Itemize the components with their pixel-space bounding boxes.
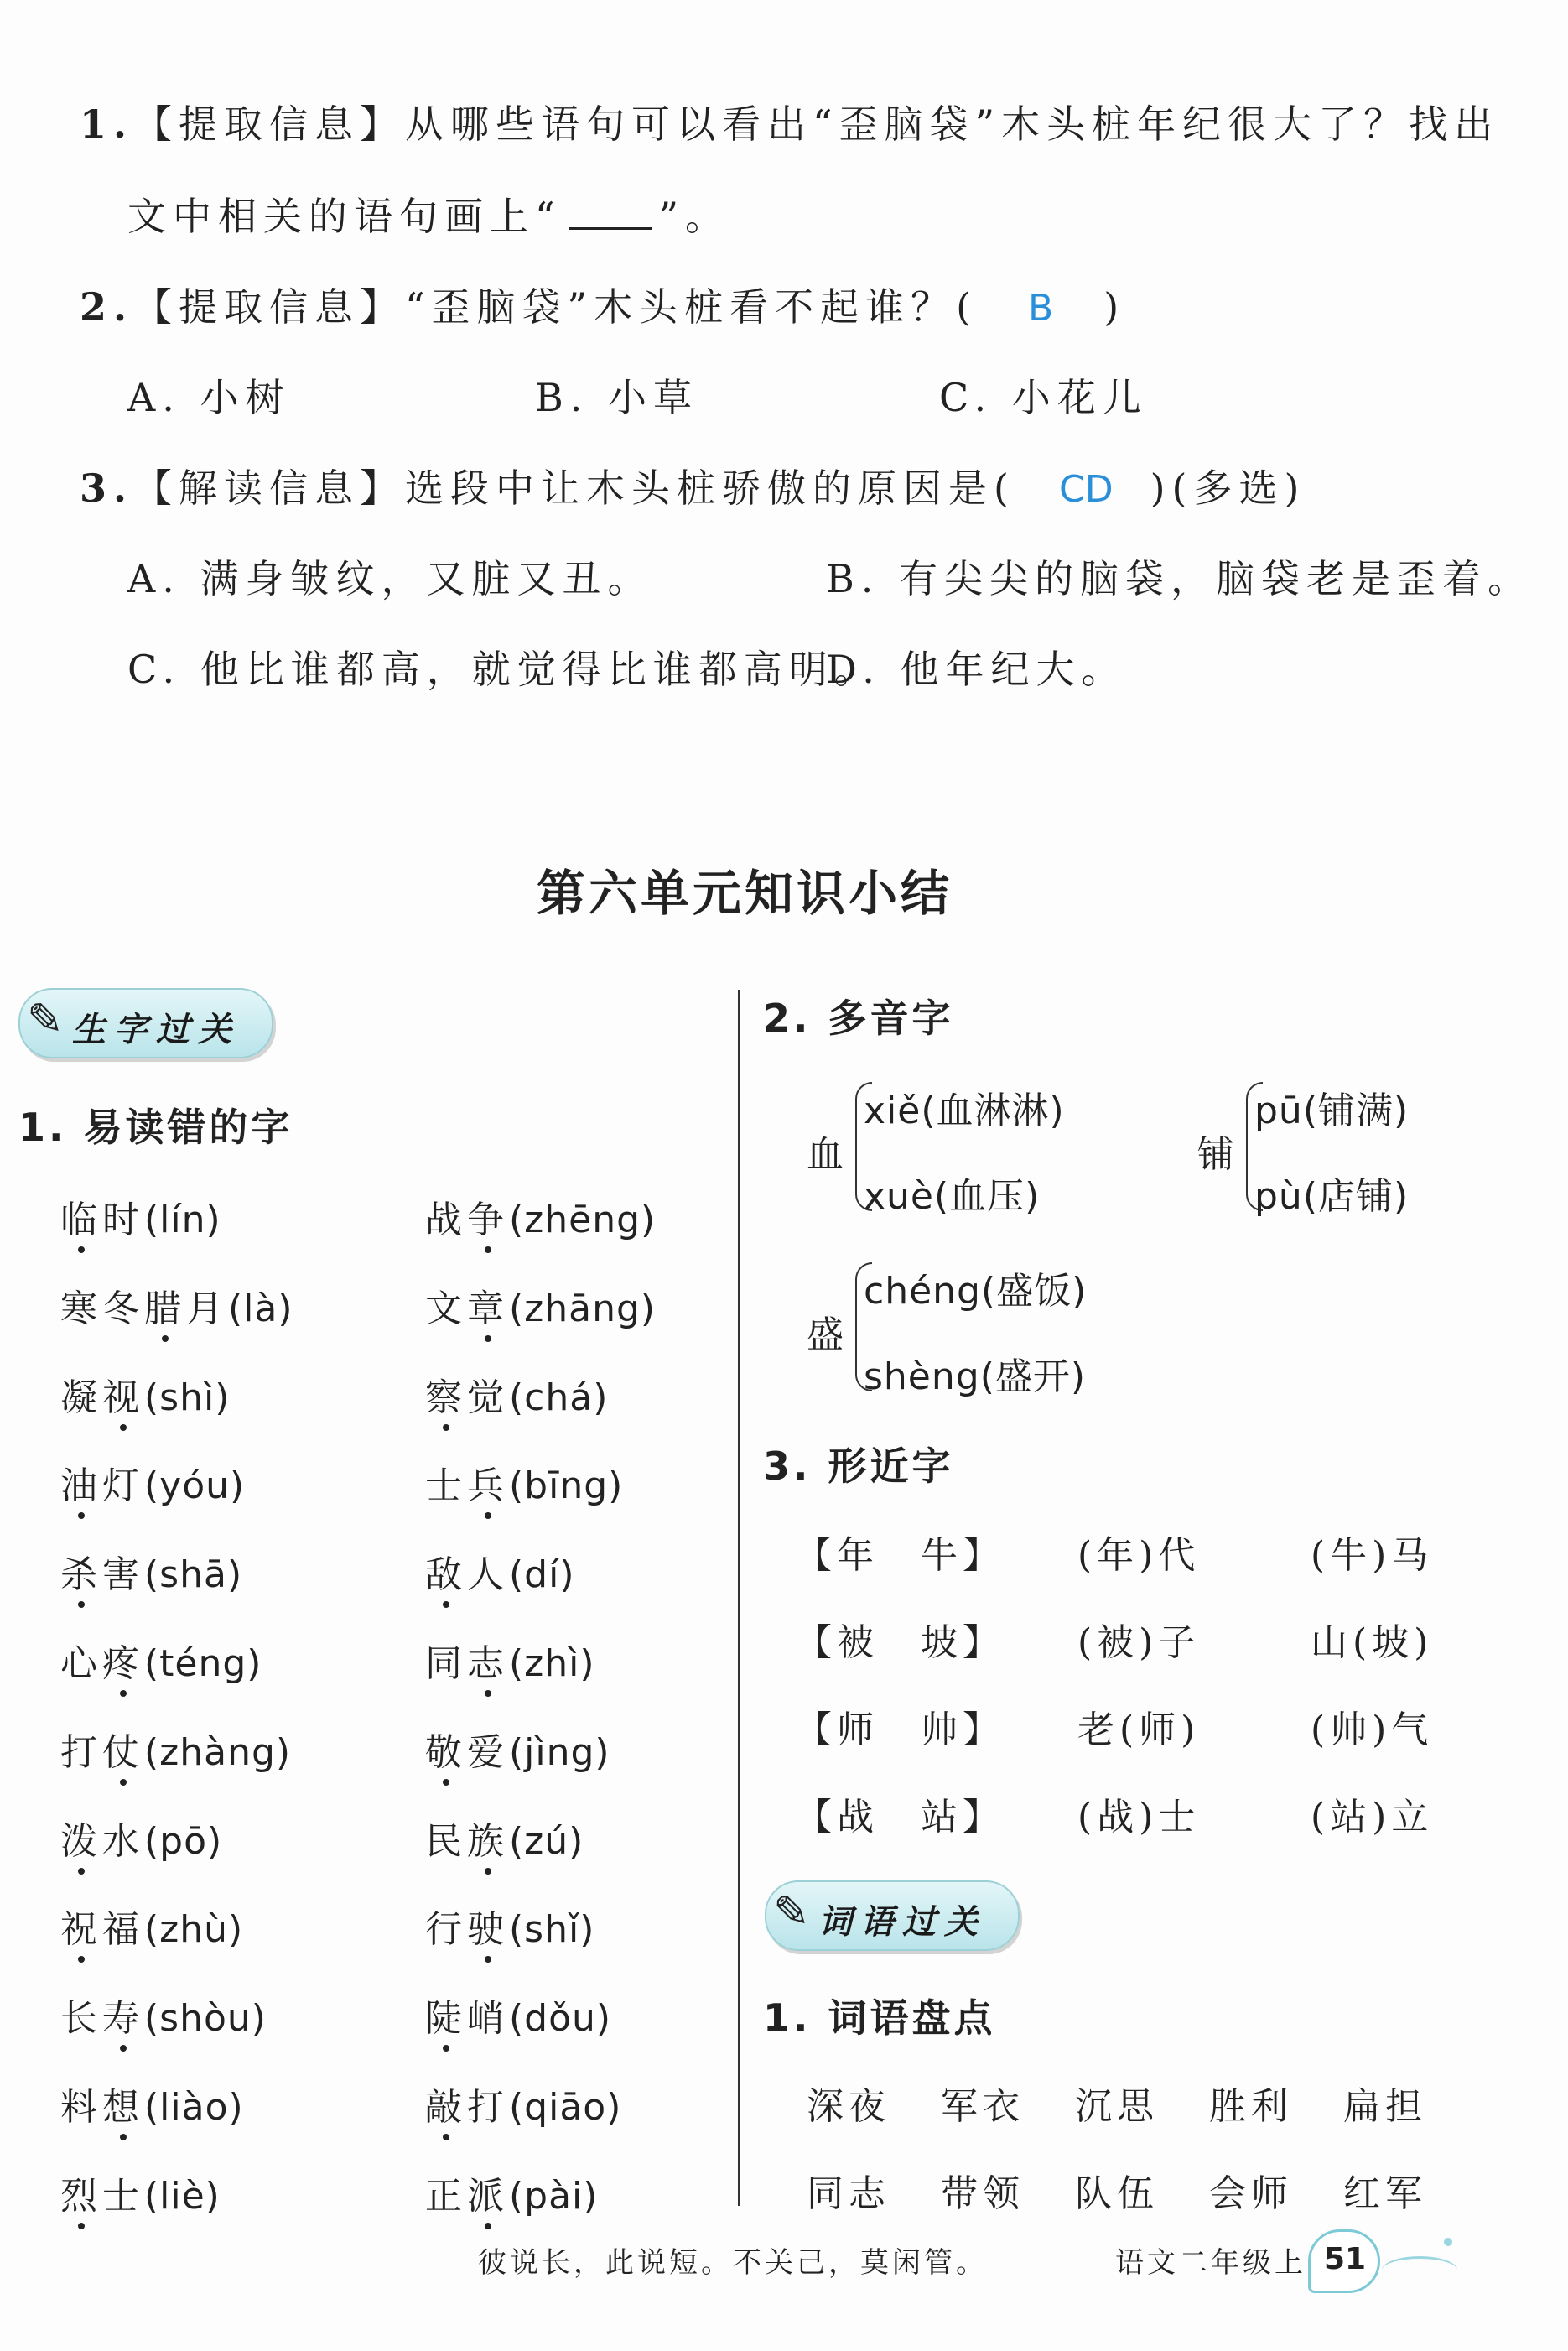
word-char: 杀 — [60, 1544, 102, 1598]
question-text: 文中相关的语句画上“ — [127, 194, 562, 239]
word-char: 视 — [102, 1367, 144, 1421]
word-entry — [60, 1722, 291, 1776]
word-char: 心 — [60, 1642, 102, 1685]
word-char: 水 — [102, 1819, 144, 1863]
answer-blank-line[interactable] — [569, 221, 652, 230]
poly-reading — [864, 1080, 1065, 1134]
word-char: 族 — [467, 1811, 509, 1865]
similar-example: 山(坡) — [1311, 1621, 1434, 1664]
word-entry — [60, 1988, 267, 2042]
question-1 — [80, 94, 1499, 149]
word-char: 凝 — [60, 1376, 102, 1419]
option-3b: B. 有尖尖的脑袋，脑袋老是歪着。 — [826, 556, 1534, 601]
question-2 — [80, 277, 1125, 332]
word-entry — [60, 1455, 245, 1509]
word-entry — [425, 1811, 584, 1865]
page-number-badge — [1308, 2229, 1380, 2293]
badge-ciyu — [765, 1880, 1020, 1951]
word-entry — [60, 2077, 244, 2130]
pinyin: (pō) — [144, 1819, 223, 1863]
vocab-heading: 1. 词语盘点 — [763, 1995, 996, 2041]
word-entry — [425, 1278, 656, 1332]
similar-pair: 【师 帅】 — [795, 1709, 1005, 1751]
subsection-heading: 1. 易读错的字 — [18, 1105, 293, 1150]
word-char: 文 — [425, 1287, 467, 1330]
word-char: 泼 — [60, 1811, 102, 1865]
word-char: 陡 — [425, 1988, 467, 2042]
similar-example: (战)士 — [1077, 1796, 1201, 1839]
word-char: 驶 — [467, 1899, 509, 1953]
similar-pair: 【战 站】 — [795, 1796, 1005, 1839]
word-char: 志 — [467, 1633, 509, 1687]
poly-reading-text: xuè(血压) — [864, 1175, 1041, 1218]
vocab-word: 深夜 — [807, 2085, 890, 2128]
word-char: 章 — [467, 1278, 509, 1332]
word-char: 派 — [467, 2166, 509, 2219]
word-char: 灯 — [102, 1464, 144, 1508]
word-entry — [60, 1278, 293, 1332]
word-char: 祝 — [60, 1899, 102, 1953]
section-title: 第六单元知识小结 — [537, 865, 953, 922]
word-char: 敬 — [425, 1722, 467, 1776]
answer-text[interactable]: CD — [1058, 468, 1114, 511]
option-2b: B. 小草 — [535, 375, 699, 420]
similar-example: (牛)马 — [1311, 1534, 1434, 1577]
similar-pair: 【年 牛】 — [795, 1534, 1005, 1577]
word-char: 士 — [102, 2174, 144, 2218]
poly-char: 铺 — [1197, 1133, 1239, 1176]
question-text: ) — [1103, 284, 1126, 330]
word-entry — [425, 1633, 595, 1687]
similar-example: (年)代 — [1077, 1534, 1201, 1577]
word-char: 觉 — [467, 1376, 509, 1419]
footer-book-title: 语文二年级上 — [1115, 2246, 1306, 2280]
word-char: 仗 — [102, 1722, 144, 1776]
similar-chars-heading: 3. 形近字 — [763, 1443, 954, 1489]
pinyin: (shì) — [144, 1376, 231, 1419]
word-entry — [425, 2077, 621, 2130]
word-entry — [425, 2166, 598, 2219]
option-3d: D. 他年纪大。 — [826, 647, 1127, 692]
poly-reading-text: pù(店铺) — [1254, 1175, 1410, 1218]
pinyin: (zhù) — [144, 1908, 244, 1952]
poly-reading — [1254, 1166, 1409, 1220]
option-2c: C. 小花儿 — [939, 375, 1148, 420]
pinyin: (téng) — [144, 1642, 262, 1685]
poly-char: 血 — [807, 1133, 849, 1176]
question-text: 【解读信息】选段中让木头桩骄傲的原因是( — [133, 466, 1015, 511]
pinyin: (jìng) — [509, 1730, 610, 1774]
word-entry — [425, 1367, 608, 1421]
word-char: 月 — [186, 1287, 228, 1330]
similar-pair: 【被 坡】 — [795, 1621, 1005, 1664]
pinyin: (dí) — [509, 1553, 575, 1597]
word-entry — [425, 1455, 623, 1509]
word-char: 时 — [102, 1199, 144, 1241]
word-entry — [60, 2166, 221, 2219]
pinyin: (là) — [228, 1287, 293, 1330]
pinyin: (pài) — [509, 2174, 599, 2218]
question-text: ”。 — [658, 194, 731, 239]
word-char: 战 — [425, 1199, 467, 1241]
pinyin: (zhì) — [509, 1642, 595, 1685]
word-char: 料 — [60, 2086, 102, 2129]
word-char: 腊 — [144, 1278, 186, 1332]
word-char: 福 — [102, 1908, 144, 1952]
pencil-icon: ✎ — [27, 995, 64, 1045]
word-entry — [425, 1988, 611, 2042]
word-entry — [425, 1544, 575, 1598]
word-char: 敌 — [425, 1544, 467, 1598]
word-char: 打 — [60, 1730, 102, 1774]
question-3 — [80, 458, 1306, 513]
word-char: 敲 — [425, 2077, 467, 2130]
word-char: 打 — [467, 2086, 509, 2129]
pinyin: (bīng) — [509, 1464, 624, 1508]
vocab-word: 军衣 — [941, 2085, 1025, 2128]
pinyin: (zhēng) — [509, 1199, 657, 1241]
word-char: 兵 — [467, 1455, 509, 1509]
word-char: 同 — [425, 1642, 467, 1685]
similar-example: (被)子 — [1077, 1621, 1201, 1664]
poly-char: 盛 — [807, 1313, 849, 1356]
answer-text[interactable]: B — [1028, 287, 1054, 330]
similar-example: (站)立 — [1311, 1796, 1434, 1839]
vocab-word: 同志 — [807, 2172, 890, 2215]
word-char: 峭 — [467, 1997, 509, 2041]
question-number: 2. — [80, 284, 134, 330]
footer-proverb: 彼说长，此说短。不关己，莫闲管。 — [478, 2246, 988, 2280]
polyphone-heading: 2. 多音字 — [763, 996, 954, 1041]
pencil-icon: ✎ — [773, 1887, 810, 1937]
poly-reading-text: xiě(血淋淋) — [864, 1090, 1065, 1132]
option-3c: C. 他比谁都高，就觉得比谁都高明。 — [127, 647, 880, 692]
pinyin: (shǐ) — [509, 1908, 595, 1952]
word-char: 临 — [60, 1189, 102, 1243]
pinyin: (chá) — [509, 1376, 609, 1419]
poly-reading — [1254, 1080, 1409, 1134]
similar-example: (帅)气 — [1311, 1709, 1434, 1751]
similar-example: 老(师) — [1077, 1709, 1201, 1751]
word-char: 爱 — [467, 1730, 509, 1774]
vocab-word: 带领 — [941, 2172, 1025, 2215]
word-char: 冬 — [102, 1287, 144, 1330]
badge-shengzi — [18, 988, 273, 1058]
pinyin: (yóu) — [144, 1464, 246, 1508]
word-entry — [425, 1189, 656, 1243]
word-char: 长 — [60, 1997, 102, 2041]
badge-label: 生字过关 — [72, 1011, 240, 1049]
word-entry — [425, 1899, 594, 1953]
word-char: 行 — [425, 1908, 467, 1952]
question-number: 1. — [80, 101, 134, 147]
pinyin: (liào) — [144, 2086, 244, 2129]
word-char: 民 — [425, 1819, 467, 1863]
word-char: 疼 — [102, 1633, 144, 1687]
question-number: 3. — [80, 466, 134, 511]
pinyin: (shòu) — [144, 1997, 267, 2041]
poly-reading — [864, 1346, 1086, 1400]
pinyin: (zhàng) — [144, 1730, 292, 1774]
option-2a: A. 小树 — [127, 375, 291, 420]
vocab-word: 红军 — [1343, 2172, 1427, 2215]
vocab-word: 扁担 — [1343, 2085, 1427, 2128]
badge-label: 词语过关 — [818, 1903, 986, 1942]
question-text: 【提取信息】从哪些语句可以看出“歪脑袋”木头桩年纪很大了？找出 — [133, 101, 1500, 147]
question-1-continuation — [127, 186, 730, 242]
vocab-word: 沉思 — [1075, 2085, 1159, 2128]
poly-reading-text: shèng(盛开) — [864, 1355, 1087, 1398]
question-text: )(多选) — [1150, 466, 1306, 511]
word-entry — [60, 1811, 222, 1865]
poly-reading-text: chéng(盛饭) — [864, 1270, 1088, 1313]
pinyin: (zú) — [509, 1819, 584, 1863]
option-3a: A. 满身皱纹，又脏又丑。 — [127, 556, 653, 601]
poly-reading — [864, 1166, 1040, 1220]
pinyin: (qiāo) — [509, 2086, 622, 2129]
word-char: 害 — [102, 1553, 144, 1597]
word-char: 寒 — [60, 1287, 102, 1330]
word-char: 想 — [102, 2077, 144, 2130]
word-char: 人 — [467, 1553, 509, 1597]
word-entry — [60, 1633, 262, 1687]
word-entry — [60, 1544, 242, 1598]
question-text: 【提取信息】“歪脑袋”木头桩看不起谁？( — [133, 284, 979, 330]
word-char: 士 — [425, 1464, 467, 1508]
word-char: 察 — [425, 1367, 467, 1421]
word-entry — [60, 1189, 221, 1243]
word-entry — [60, 1367, 230, 1421]
word-entry — [425, 1722, 610, 1776]
word-char: 油 — [60, 1455, 102, 1509]
poly-reading-text: pū(铺满) — [1254, 1090, 1410, 1132]
word-entry — [60, 1899, 243, 1953]
poly-reading — [864, 1261, 1087, 1314]
word-char: 烈 — [60, 2166, 102, 2219]
page-number: 51 — [1324, 2242, 1367, 2276]
vocab-word: 胜利 — [1209, 2085, 1293, 2128]
swirl-decoration — [1382, 2256, 1457, 2284]
dot-decoration — [1444, 2238, 1452, 2246]
pinyin: (liè) — [144, 2174, 221, 2218]
pinyin: (shā) — [144, 1553, 243, 1597]
word-char: 寿 — [102, 1988, 144, 2042]
word-char: 正 — [425, 2174, 467, 2218]
pinyin: (zhāng) — [509, 1287, 657, 1330]
vocab-word: 会师 — [1209, 2172, 1293, 2215]
vocab-word: 队伍 — [1075, 2172, 1159, 2215]
pinyin: (dǒu) — [509, 1997, 612, 2041]
pinyin: (lín) — [144, 1199, 221, 1241]
word-char: 争 — [467, 1189, 509, 1243]
column-divider — [738, 990, 740, 2206]
